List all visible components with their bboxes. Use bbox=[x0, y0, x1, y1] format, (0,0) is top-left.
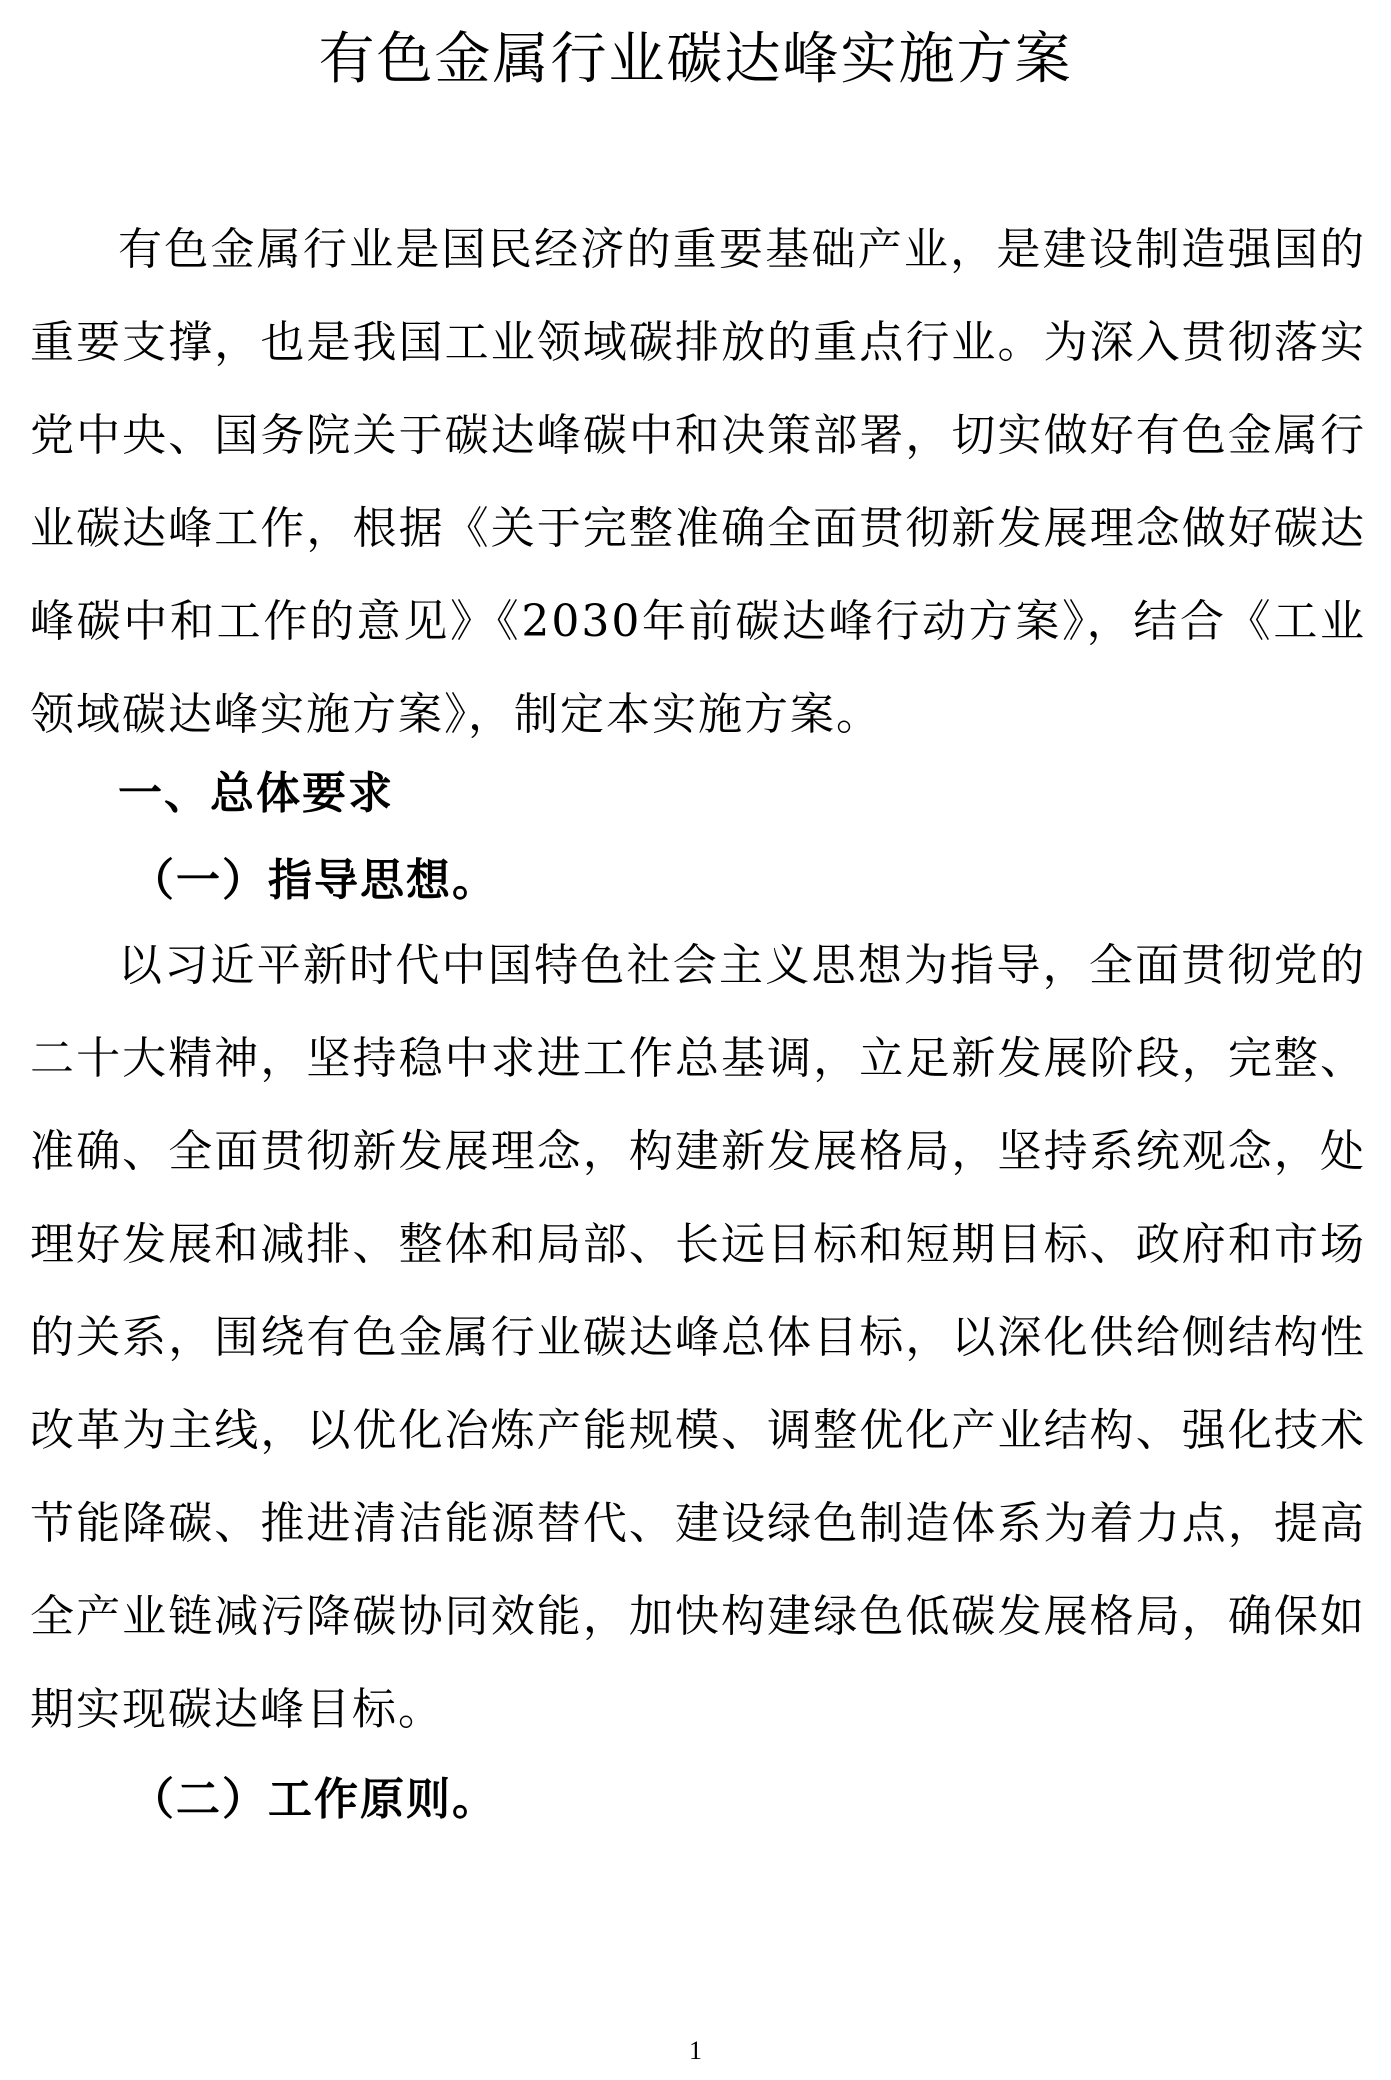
guiding-ideology-paragraph: 以习近平新时代中国特色社会主义思想为指导，全面贯彻党的二十大精神，坚持稳中求进工作总基调，立足新发展阶段，完整、准确、全面贯彻新发展理念，构建新发展格局，坚持系统观念，处理好发展和减排、整体和局部、长远目标和短期目标、政府和市场的关系，围绕有色金属行业碳达峰总体目标，以深化供给侧结构性改革为主线，以优化冶炼产能规模、调整优化产业结构、强化技术节能降碳、推进清洁能源替代、建设绿色制造体系为着力点，提高全产业链减污降碳协同效能，加快构建绿色低碳发展格局，确保如期实现碳达峰目标。 bbox=[30, 940, 1366, 1735]
intro-paragraph: 有色金属行业是国民经济的重要基础产业，是建设制造强国的重要支撑，也是我国工业领域碳排放的重点行业。为深入贯彻落实党中央、国务院关于碳达峰碳中和决策部署，切实做好有色金属行业碳达峰工作，根据《关于完整准确全面贯彻新发展理念做好碳达峰碳中和工作的意见》《2030年前碳达峰行动方案》，结合《工业领域碳达峰实施方案》，制定本实施方案。 bbox=[30, 224, 1366, 740]
subsection-heading-work-principles: （二）工作原则。 bbox=[130, 1774, 498, 1825]
section-heading-general-requirements: 一、总体要求 bbox=[118, 768, 394, 819]
subsection-heading-guiding-ideology: （一）指导思想。 bbox=[130, 855, 498, 906]
page-number: 1 bbox=[689, 2036, 702, 2065]
document-title: 有色金属行业碳达峰实施方案 bbox=[318, 27, 1073, 92]
